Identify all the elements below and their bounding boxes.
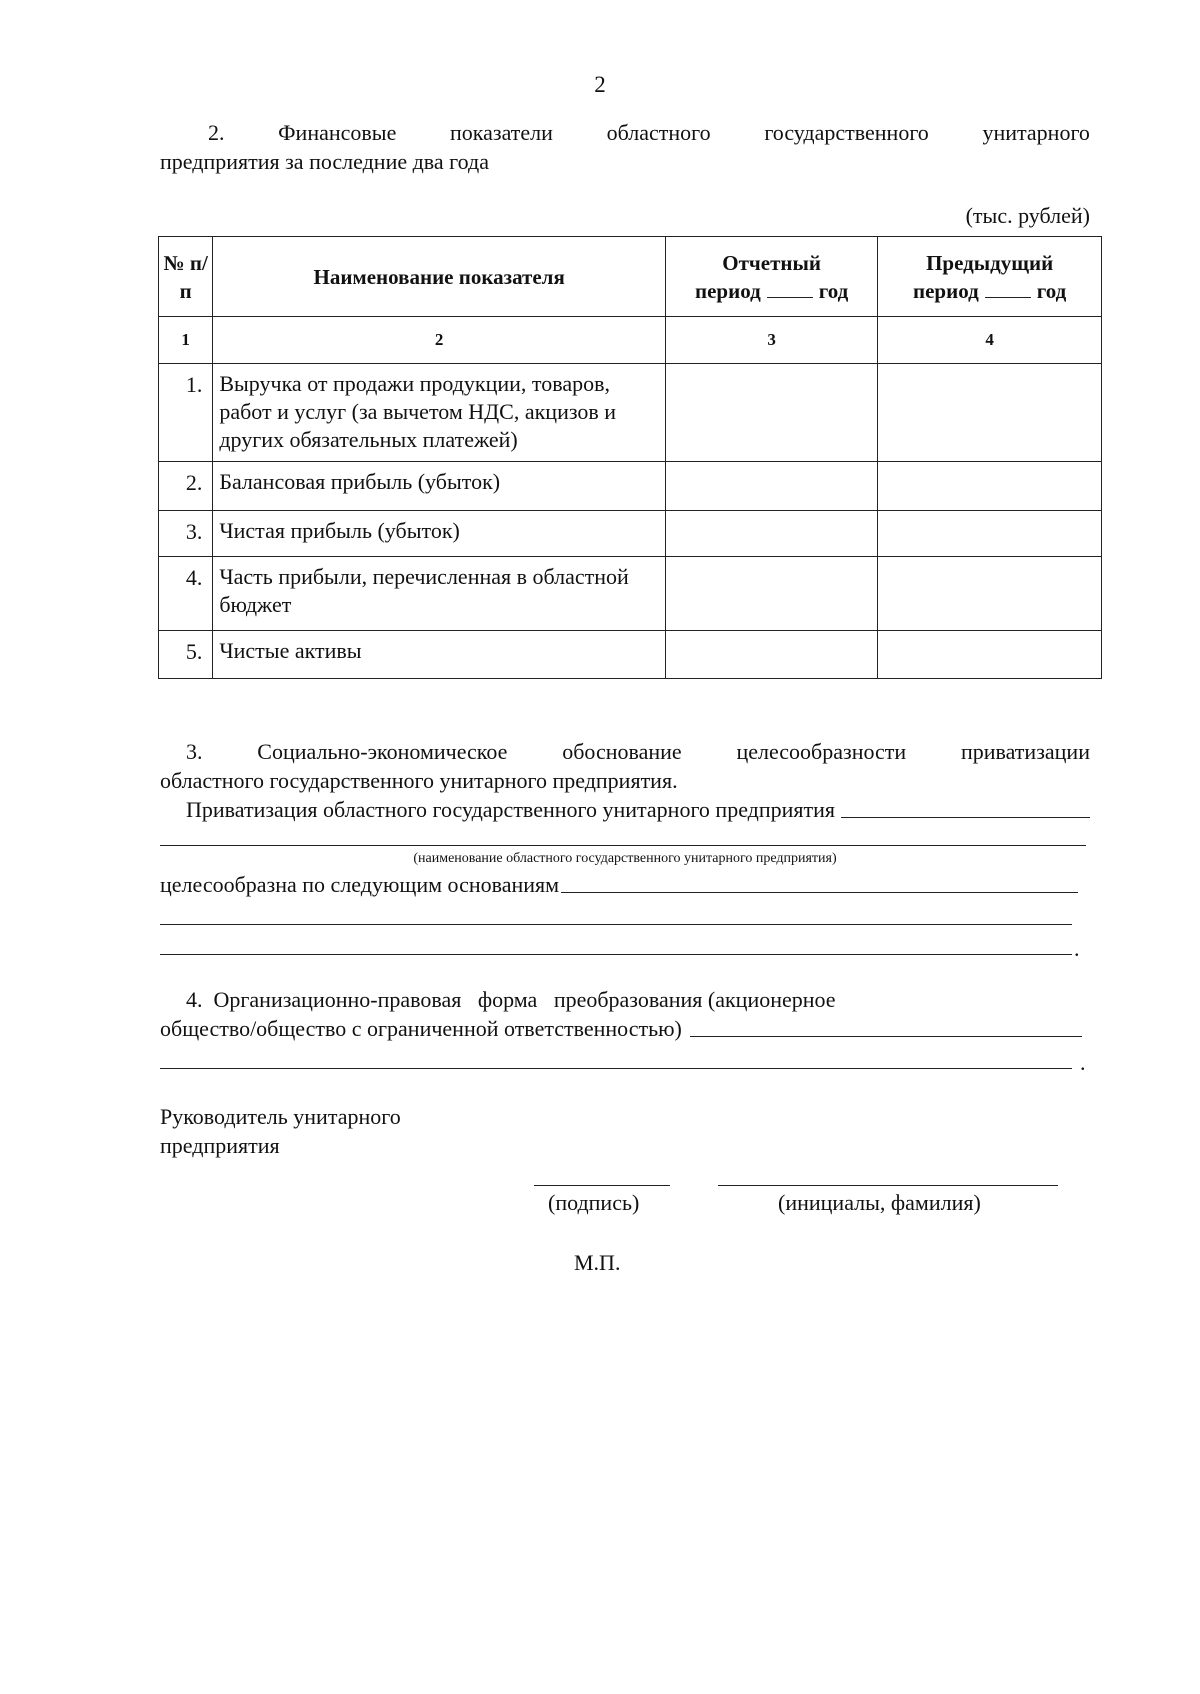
section-3-number: 3. xyxy=(186,739,203,764)
section-3-line-4 xyxy=(160,870,1090,899)
row-number: 5. xyxy=(159,631,213,679)
legal-form-field[interactable] xyxy=(690,1014,1082,1037)
grounds-field-2[interactable] xyxy=(160,924,1072,925)
header-reporting-period xyxy=(667,277,876,305)
row-number: 2. xyxy=(159,462,213,511)
column-index-row xyxy=(159,317,1102,364)
row-number: 4. xyxy=(159,557,213,631)
column-index: 4 xyxy=(878,317,1102,364)
column-index: 2 xyxy=(213,317,666,364)
row-indicator-name: Балансовая прибыль (убыток) xyxy=(213,462,666,511)
year-blank xyxy=(985,279,1031,298)
row-indicator-name: Часть прибыли, перечисленная в областной бюджет xyxy=(213,557,666,631)
reporting-value-cell[interactable] xyxy=(665,631,877,679)
table-row xyxy=(159,364,1102,462)
enterprise-name-field-2[interactable] xyxy=(160,845,1086,846)
section-4-line-2: общество/общество с ограниченной ответственностью) xyxy=(160,1016,682,1041)
period-mark: . xyxy=(1080,1050,1086,1075)
header-previous xyxy=(878,237,1102,317)
header-previous-period xyxy=(879,277,1100,305)
year-blank xyxy=(767,279,813,298)
section-2-word: Финансовые xyxy=(278,120,397,145)
header-reporting xyxy=(665,237,877,317)
section-2-heading xyxy=(160,118,1090,176)
section-3-word: обоснование xyxy=(562,739,682,764)
section-3-line-2: областного государственного унитарного предприятия. xyxy=(160,768,678,793)
header-name: Наименование показателя xyxy=(213,237,666,317)
column-index: 1 xyxy=(159,317,213,364)
row-indicator-name: Выручка от продажи продукции, товаров, работ и услуг (за вычетом НДС, акцизов и других обязательных платежей) xyxy=(213,364,666,462)
period-word: период xyxy=(695,278,761,303)
section-2-word: государственного xyxy=(764,120,929,145)
grounds-field[interactable] xyxy=(561,870,1078,893)
head-of-enterprise-label xyxy=(160,1102,401,1160)
section-2-number: 2. xyxy=(208,120,225,145)
table-row xyxy=(159,462,1102,511)
section-2-line-2: предприятия за последние два года xyxy=(160,149,489,174)
table-row xyxy=(159,511,1102,557)
grounds-field-3[interactable] xyxy=(160,954,1072,955)
financial-indicators-table xyxy=(158,236,1102,679)
section-3-line-3 xyxy=(160,795,1090,824)
section-4-line-1: Организационно-правовая форма преобразования (акционерное xyxy=(213,987,836,1012)
section-4-number: 4. xyxy=(186,987,203,1012)
head-line-2: предприятия xyxy=(160,1133,280,1158)
section-3-word: Социально-экономическое xyxy=(257,739,508,764)
previous-value-cell[interactable] xyxy=(878,557,1102,631)
section-4 xyxy=(160,985,1090,1043)
section-2-word: унитарного xyxy=(982,120,1090,145)
reporting-value-cell[interactable] xyxy=(665,511,877,557)
reporting-value-cell[interactable] xyxy=(665,557,877,631)
legal-form-field-2[interactable] xyxy=(160,1068,1072,1069)
signature-caption: (подпись) xyxy=(548,1190,640,1215)
row-indicator-name: Чистые активы xyxy=(213,631,666,679)
year-word: год xyxy=(818,278,849,303)
row-number: 1. xyxy=(159,364,213,462)
previous-value-cell[interactable] xyxy=(878,364,1102,462)
units-label: (тыс. рублей) xyxy=(965,203,1090,228)
signature-field[interactable] xyxy=(534,1184,670,1186)
previous-value-cell[interactable] xyxy=(878,511,1102,557)
previous-value-cell[interactable] xyxy=(878,631,1102,679)
page-number: 2 xyxy=(594,72,606,97)
section-3-word: целесообразности xyxy=(736,739,907,764)
table-row xyxy=(159,557,1102,631)
header-num: № п/п xyxy=(159,237,213,317)
table-row xyxy=(159,631,1102,679)
stamp-label: М.П. xyxy=(574,1250,621,1275)
enterprise-name-field[interactable] xyxy=(841,795,1090,818)
head-line-1: Руководитель унитарного xyxy=(160,1104,401,1129)
period-mark: . xyxy=(1074,936,1080,961)
period-word: период xyxy=(913,278,979,303)
grounds-text: целесообразна по следующим основаниям xyxy=(160,872,560,897)
table-header-row xyxy=(159,237,1102,317)
section-2-word: показатели xyxy=(450,120,553,145)
reporting-value-cell[interactable] xyxy=(665,462,877,511)
previous-value-cell[interactable] xyxy=(878,462,1102,511)
row-number: 3. xyxy=(159,511,213,557)
name-caption: (инициалы, фамилия) xyxy=(778,1190,981,1215)
header-previous-title: Предыдущий xyxy=(926,250,1054,275)
reporting-value-cell[interactable] xyxy=(665,364,877,462)
column-index: 3 xyxy=(665,317,877,364)
name-field[interactable] xyxy=(718,1184,1058,1186)
section-3 xyxy=(160,737,1090,824)
year-word: год xyxy=(1036,278,1067,303)
section-2-word: областного xyxy=(606,120,711,145)
enterprise-name-caption: (наименование областного государственного унитарного предприятия) xyxy=(413,851,837,866)
header-reporting-title: Отчетный xyxy=(722,250,821,275)
section-3-word: приватизации xyxy=(960,739,1090,764)
row-indicator-name: Чистая прибыль (убыток) xyxy=(213,511,666,557)
privatization-text: Приватизация областного государственного унитарного предприятия xyxy=(186,797,836,822)
